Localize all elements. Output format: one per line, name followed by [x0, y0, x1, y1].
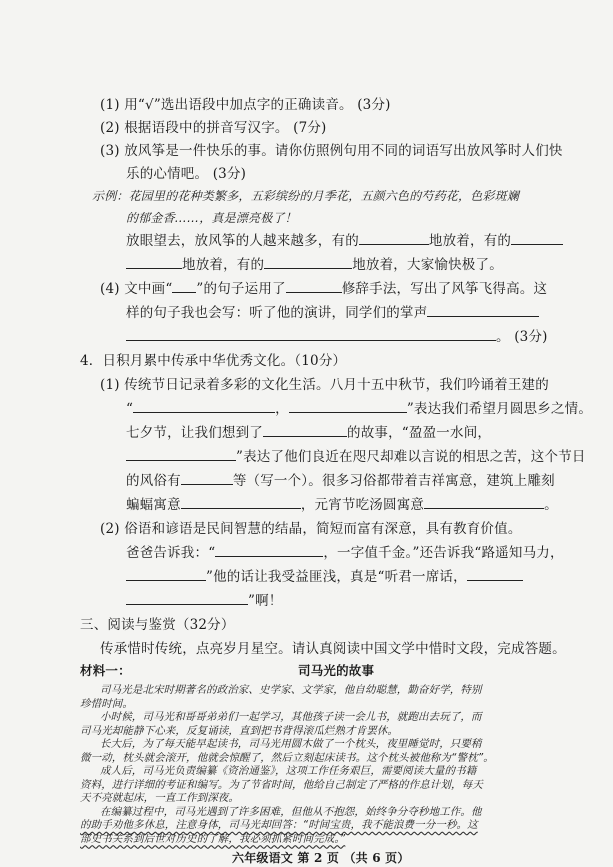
material-para-line: 微一动，枕头就会滚开，他就会惊醒了，然后立刻起床读书。这个枕头被他称为“警枕”。: [80, 751, 494, 764]
answer-blank[interactable]: [263, 424, 347, 437]
answer-blank[interactable]: [289, 400, 407, 413]
q4-p1-line-2: “ ， ”表达我们希望月圆思乡之情。: [126, 401, 593, 417]
section-3-intro: 传承惜时传统，点亮岁月星空。请认真阅读中国文学中惜时文段，完成答题。: [100, 641, 566, 657]
q4-p1-line-3: 七夕节，让我们想到了 的故事，“盈盈一水间，: [126, 425, 492, 441]
material-para-line: 成人后，司马光负责编纂《资治通鉴》，这项工作任务艰巨，需要阅读大量的书籍: [100, 765, 477, 777]
answer-blank[interactable]: [467, 568, 523, 581]
answer-blank[interactable]: [359, 232, 429, 245]
material-para-line: 小时候，司马光和哥哥弟弟们一起学习，其他孩子读一会儿书，就跑出去玩了，而: [100, 711, 482, 723]
material-para-line: 司马光是北宋时期著名的政治家、史学家、文学家，他自幼聪慧，勤奋好学，特别: [100, 684, 482, 696]
material-para-line: 在编纂过程中，司马光遇到了许多困难，但他从不抱怨，始终争分夺秒地工作。他: [100, 805, 482, 818]
material-para-line-underlined: 部史书关系到后世对历史的了解，我必须抓紧时间完成。”: [80, 832, 346, 845]
q3-item-2: (2) 根据语段中的拼音写汉字。 (7分): [100, 120, 327, 136]
q3-item-1: (1) 用“√”选出语段中加点字的正确读音。 (3分): [100, 97, 391, 113]
material-para-line: 司马光却能静下心来，反复诵读，直到把书背得滚瓜烂熟才肯罢休。: [80, 724, 398, 737]
answer-blank[interactable]: [427, 304, 539, 317]
example-line-1: 示例：花园里的花种类繁多，五彩缤纷的月季花，五颜六色的芍药花，色彩斑斓: [92, 189, 520, 203]
answer-blank[interactable]: [172, 280, 196, 293]
answer-blank[interactable]: [126, 256, 182, 269]
q3-item-3-line-1: (3) 放风筝是一件快乐的事。请你仿照例句用不同的词语写出放风筝时人们快: [100, 143, 563, 159]
q4-p1-line-4: ”表达了他们良近在咫尺却难以言说的相思之苦，这个节日: [126, 448, 586, 466]
q4-heading: 4．日积月累中传承中华优秀文化。（10分）: [80, 353, 347, 369]
answer-blank[interactable]: [126, 448, 236, 461]
q4-p1-line-5: 的风俗有 等（写一个）。很多习俗都带着吉祥寓意，建筑上雕刻: [126, 473, 555, 489]
material-para-line: 资料，进行详细的考证和编写。为了节省时间，他给自己制定了严格的作息计划，每天: [80, 778, 483, 791]
q4-p2-line-4: ”啊！: [126, 592, 283, 610]
q4-p2-line-1: (2) 俗语和谚语是民间智慧的结晶，简短而富有深意，具有教育价值。: [100, 521, 522, 537]
section-3-heading: 三、阅读与鉴赏（32分）: [80, 617, 235, 633]
answer-blank[interactable]: [511, 232, 563, 245]
q3-item-4-line-2: 样的句子我也会写：听了他的演讲，同学们的掌声: [126, 304, 539, 322]
q3-item-4-line-3: 。 (3分): [126, 328, 548, 346]
example-line-2: 的郁金香……，真是漂亮极了！: [126, 211, 297, 225]
q3-item-3-line-2: 乐的心情吧。 (3分): [126, 166, 247, 182]
answer-blank[interactable]: [126, 328, 496, 341]
material-para-line-underlined: 的助手劝他多休息，注意身体，司马光却回答：“时间宝贵，我不能浪费一分一秒。这: [80, 819, 478, 831]
answer-blank[interactable]: [181, 472, 233, 485]
fill-line-2: 地放着，有的 地放着，大家愉快极了。: [126, 256, 503, 274]
answer-blank[interactable]: [286, 280, 342, 293]
q4-p2-line-3: ”他的话让我受益匪浅，真是“听君一席话，: [126, 568, 523, 586]
answer-blank[interactable]: [215, 544, 323, 557]
answer-blank[interactable]: [181, 496, 301, 509]
q4-p1-line-6: 蝙蝠寓意 ，元宵节吃汤圆寓意 。: [126, 497, 558, 513]
q4-p1-line-1: (1) 传统节日记录着多彩的文化生活。八月十五中秋节，我们吟诵着王建的: [100, 377, 549, 393]
answer-blank[interactable]: [126, 592, 248, 605]
page-footer: 六年级语文 第 2 页 （共 6 页）: [232, 851, 410, 865]
fill-line-1: 放眼望去，放风筝的人越来越多，有的 地放着，有的: [126, 232, 563, 250]
material-title: 司马光的故事: [298, 663, 375, 678]
answer-blank[interactable]: [424, 496, 544, 509]
q4-p2-line-2: 爸爸告诉我：“ ，一字值千金。”还告诉我“路遥知马力，: [126, 545, 564, 561]
q3-item-4-line-1: (4) 文中画“ ”的句子运用了 修辞手法，写出了风筝飞得高。这: [100, 281, 548, 297]
answer-blank[interactable]: [133, 400, 275, 413]
answer-blank[interactable]: [264, 256, 352, 269]
material-para-line: 长大后，为了每天能早起读书，司马光用圆木做了一个枕头，夜里睡觉时，只要稍: [100, 738, 482, 750]
answer-blank[interactable]: [126, 568, 206, 581]
material-para-line: 珍惜时间。: [80, 697, 133, 710]
material-para-line: 天不亮就起床，一直工作到深夜。: [80, 792, 239, 804]
material-label: 材料一：: [80, 663, 131, 678]
